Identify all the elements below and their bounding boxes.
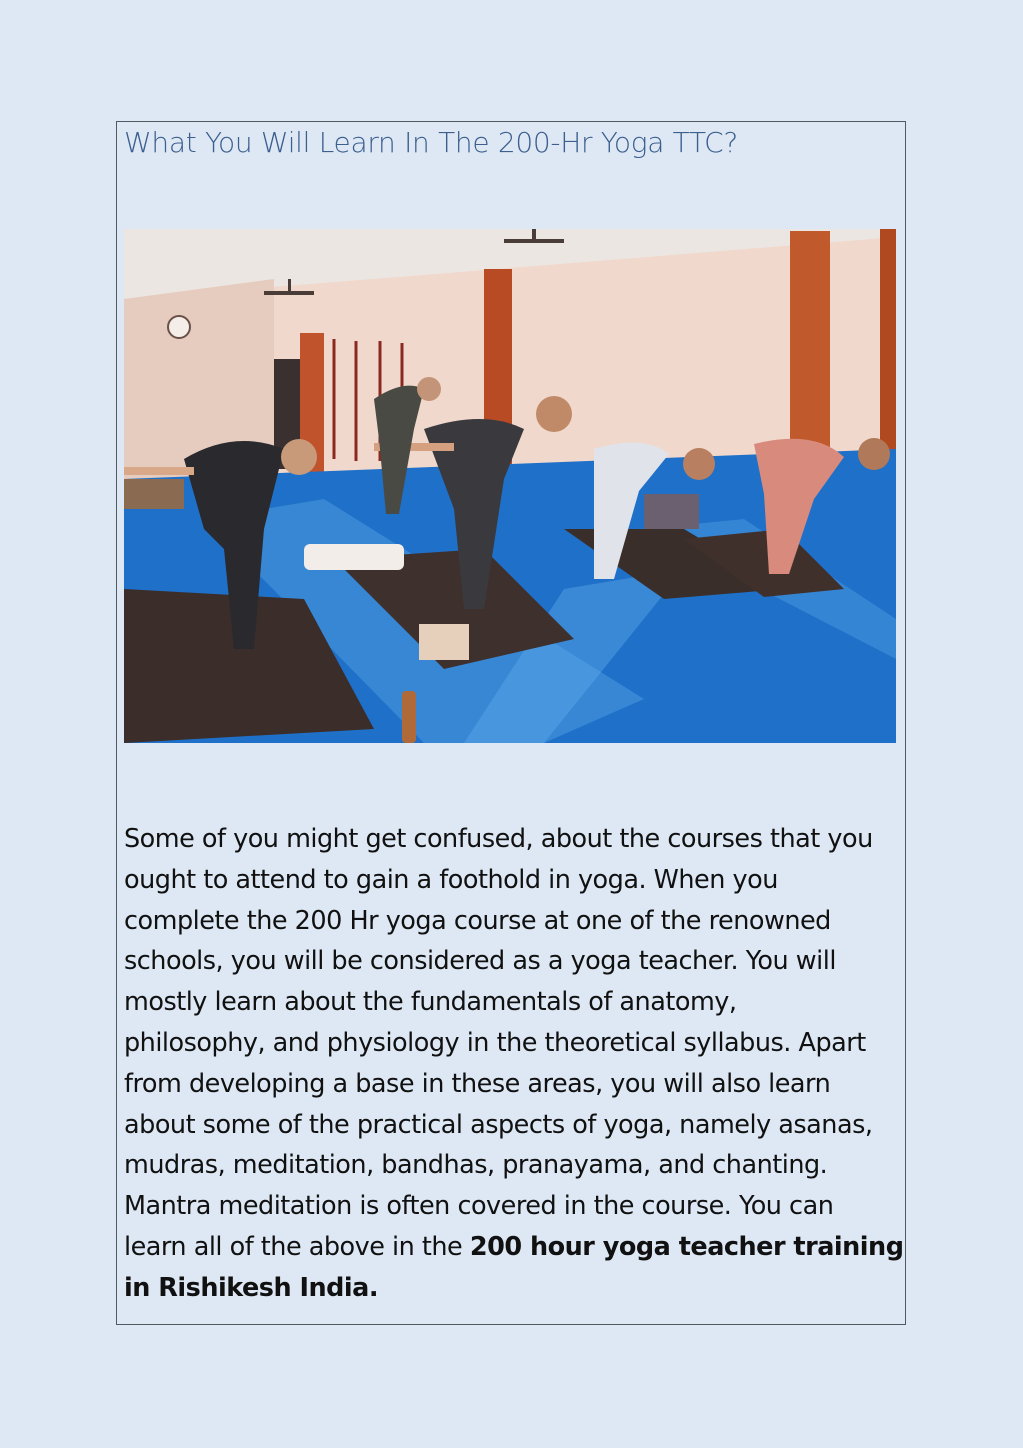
paragraph-text-plain: learn all of the above in the: [124, 1231, 470, 1262]
paragraph-line-bold: [124, 1268, 896, 1309]
paragraph-line: complete the 200 Hr yoga course at one of the renowned: [124, 905, 831, 936]
yoga-class-photo: [124, 229, 896, 743]
paragraph-line: about some of the practical aspects of yoga, namely asanas,: [124, 1109, 873, 1140]
document-title: What You Will Learn In The 200-Hr Yoga TTC?: [124, 126, 738, 159]
paragraph-line: Some of you might get confused, about the courses that you: [124, 824, 873, 854]
paragraph-line: ought to attend to gain a foothold in yoga. When you: [124, 864, 778, 895]
body-paragraph: [124, 819, 904, 1309]
paragraph-line: mostly learn about the fundamentals of anatomy,: [124, 987, 737, 1018]
paragraph-line-with-link-text: [124, 1227, 904, 1268]
paragraph-line: philosophy, and physiology in the theoretical syllabus. Apart: [124, 1027, 866, 1058]
bold-training-phrase: 200 hour yoga teacher training: [469, 1231, 904, 1262]
paragraph-line: from developing a base in these areas, you will also learn: [124, 1068, 831, 1099]
paragraph-line: mudras, meditation, bandhas, pranayama, and chanting.: [124, 1150, 828, 1181]
paragraph-line: Mantra meditation is often covered in the course. You can: [124, 1191, 834, 1222]
paragraph-line: schools, you will be considered as a yoga teacher. You will: [124, 946, 836, 977]
bold-location-phrase: in Rishikesh India.: [124, 1272, 379, 1303]
